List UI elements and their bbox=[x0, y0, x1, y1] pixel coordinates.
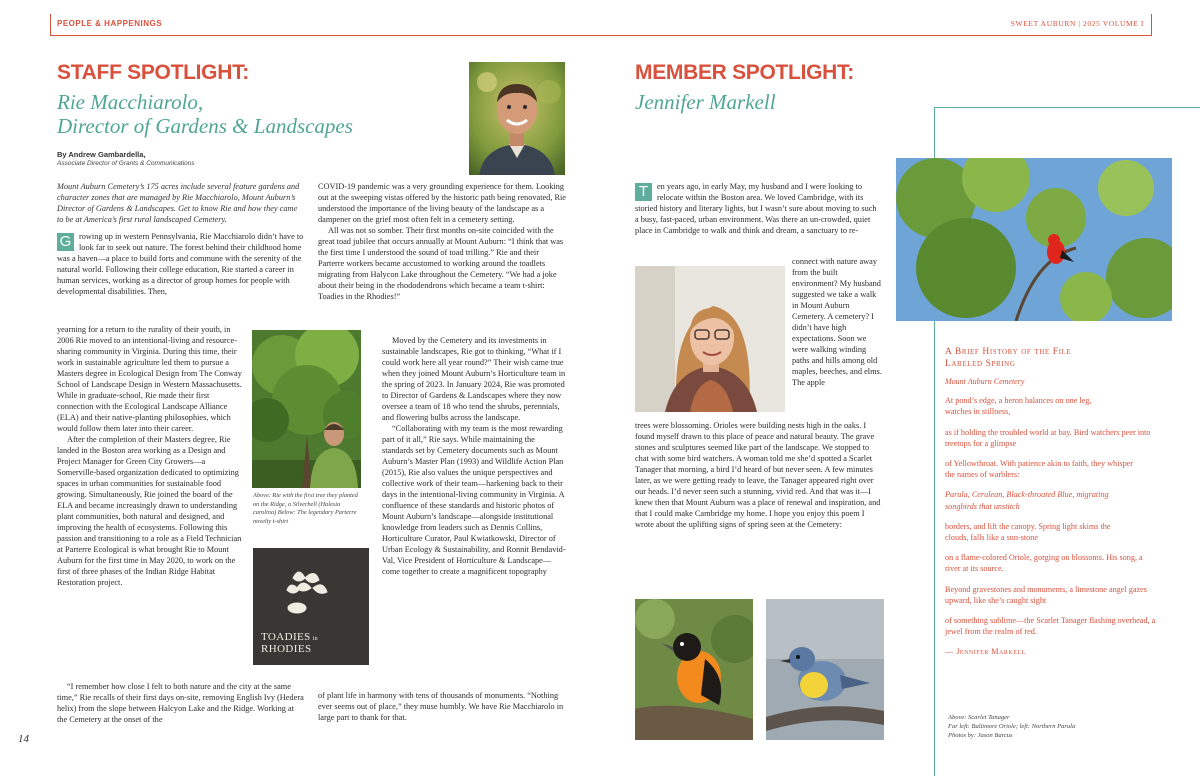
staff-paragraph: Moved by the Cemetery and its investments in sustainable landscapes, Rie got to thinking, “What if I could work here all year round?” Their wish came true when they joined Mount Auburn’s Horticulture team in the spring of 2023. In January 2024, Rie was promoted to Director of Gardens & Landscapes where they now oversee a team of 18 who tend the shrubs, perennials, and flowering bulbs across the landscape. bbox=[382, 336, 566, 422]
poem-stanza: Beyond gravestones and monuments, a limestone angel gazes upward, like she’s caught sight bbox=[945, 584, 1147, 605]
scarlet-tanager-photo bbox=[896, 158, 1172, 321]
staff-paragraph: of plant life in harmony with tens of thousands of monuments. “Nothing ever seems out of place,” they muse humbly. We have Rie Macchiarolo in large part to thank for that. bbox=[318, 691, 564, 722]
poem-title-line1: A Brief History of the File bbox=[945, 347, 1072, 357]
member-name: Jennifer Markell bbox=[635, 90, 776, 114]
staff-paragraph: G rowing up in western Pennsylvania, Rie Macchiarolo didn’t have to look far to seek out nature. The forest behind their childhood home was a haven—a place to build forts and commune with the serenity of the natural world. Following their college education, Rie started a career in human services, working as a director of group homes for people with developmental disabilities. Then, bbox=[57, 232, 304, 296]
staff-column-1-bottom bbox=[57, 681, 304, 725]
tshirt-photo bbox=[253, 548, 369, 665]
poem-stanza: on a flame-colored Oriole, gorging on blossoms. His song, a river at its source. bbox=[945, 553, 1143, 574]
member-text-narrow bbox=[792, 256, 884, 388]
dropcap-t: T bbox=[635, 183, 652, 201]
staff-name-line1: Rie Macchiarolo, bbox=[57, 90, 204, 114]
staff-kicker: STAFF SPOTLIGHT: bbox=[57, 61, 249, 84]
issue-label: SWEET AUBURN | 2025 VOLUME I bbox=[1010, 19, 1144, 28]
staff-column-2-bottom bbox=[318, 690, 566, 723]
staff-column-2 bbox=[318, 181, 566, 302]
poem-stanza: as if holding the troubled world at bay. Bird watchers peer into treetops for a glimpse bbox=[945, 427, 1151, 448]
staff-photo-caption: Above: Rie with the first tree they planted on the Ridge, a Silverbell (Halesia carolina) Below: The legendary Parterre novelty t-shirt bbox=[253, 492, 358, 525]
rie-portrait-photo bbox=[469, 62, 565, 175]
page-number: 14 bbox=[18, 733, 29, 745]
tshirt-text: TOADIES in RHODIES bbox=[261, 631, 319, 655]
staff-column-1-narrow bbox=[57, 324, 245, 588]
staff-column-2-narrow bbox=[382, 335, 566, 577]
staff-paragraph: “Collaborating with my team is the most rewarding part of it all,” Rie says. While maintaining the standards set by Cemetery documents such as Mount Auburn’s Master Plan (1993) and Wildlife Action Plan (2015), Rie also values the unique perspectives and collective work of their team—harkening back to their days in the intentional-living community in Virginia. A confluence of these standards and historic photos of Mount Auburn’s landscape—alongside institutional knowledge from leaders such as Dennis Collins, Horticulture Curator, Paul Kwiatkowski, Director of Urban Ecology & Sustainability, and Ronnit Bendavid-Val, Vice President of Horticulture & Landscape—come together to create a magnificent topography bbox=[382, 424, 566, 576]
member-paragraph: connect with nature away from the built environment? My husband suggested we take a walk in Mount Auburn Cemetery. A cemetery? I didn’t have high expectations. Soon we were walking winding paths and hills among old maples, beeches, and elms. The apple bbox=[792, 257, 882, 387]
poem-stanza: Parula, Cerulean, Black-throated Blue, migrating songbirds that unstitch bbox=[945, 490, 1109, 511]
poem-signature: — Jennifer Markell bbox=[945, 647, 1026, 657]
byline: By Andrew Gambardella, bbox=[57, 150, 146, 159]
member-text-top bbox=[635, 181, 877, 236]
staff-paragraph: yearning for a return to the rurality of their youth, in 2006 Rie moved to an intentional-living and resource-sharing community in Virginia. During this time, their work in sustainable agriculture led them to pursue a Masters degree in Ecological Design from The Conway School of Landscape Design in Western Massachusetts. While in graduate-school, Rie made their first connection with the Ecological Landscape Alliance (ELA) and their native-planting philosophies, which would follow them later into their career. bbox=[57, 325, 242, 433]
jennifer-portrait-photo bbox=[635, 266, 785, 412]
photo-credits-caption: Above: Scarlet Tanager Far left: Baltimore Oriole; left: Northern Parula Photos by: Jason Barcus bbox=[948, 714, 1076, 739]
baltimore-oriole-photo bbox=[635, 599, 753, 740]
byline-role: Associate Director of Grants & Communications bbox=[57, 160, 195, 167]
member-paragraph: T en years ago, in early May, my husband and I were looking to relocate within the Boston area. We loved Cambridge, with its storied history and literary lights, but I wasn’t sure about moving to such a busy, fast-paced, urban environment. Was there an un-crowded, quiet place in Cambridge to walk and think and dream, a sanctuary to re- bbox=[635, 182, 877, 235]
staff-column-1 bbox=[57, 181, 304, 297]
poem-box-top-rule bbox=[934, 107, 1200, 108]
header-rule bbox=[50, 14, 1152, 36]
member-text-bottom bbox=[635, 420, 885, 530]
dropcap-g: G bbox=[57, 233, 74, 251]
staff-paragraph: “I remember how close I felt to both nature and the city at the same time,” Rie recalls of their first days on-site, removing English Ivy (Hedera helix) from the slope between Halcyon Lake and the Ridge. Working at the Cemetery at the onset of the bbox=[57, 682, 304, 724]
poem-title-line2: Labeled Spring bbox=[945, 359, 1016, 369]
staff-intro: Mount Auburn Cemetery’s 175 acres include several feature gardens and character zones that are managed by Rie Macchiarolo, Mount Auburn’s Director of Gardens & Landscapes. Get to know Rie and how they came to be at America’s first rural landscaped Cemetery. bbox=[57, 182, 300, 224]
staff-paragraph: COVID-19 pandemic was a very grounding experience for them. Looking out at the sweeping vistas offered by the historic path being renovated, Rie understood the importance of the living beauty of the landscape as a dampener on the grief most often felt in a cemetery setting. bbox=[318, 182, 566, 224]
staff-paragraph: All was not so somber. Their first months on-site coincided with the great toad jubilee that occurs annually at Mount Auburn: “I think that was the first time I understood the sound of toad trilling.” Rie and their Parterre workers became accustomed to working around the toadlets migrating from Halycon Lake throughout the Cemetery. “We had a joke about their being in the rhododendrons which became a team t-shirt: Toadies in the Rhodies!” bbox=[318, 226, 564, 301]
member-paragraph: trees were blossoming. Orioles were building nests high in the oaks. I found myself drawn to this place of peace and natural beauty. The grave stones and sculptures seemed like part of the landscape. We stopped to chat with some bird watchers. A woman told me she’d spotted a Scarlet Tanager that morning, a bird I’d heard of but never seen. A few minutes later, as we were getting ready to leave, the Tanager appeared right over our heads. I’d never seen such a stunning, vivid red. And that was it—I knew then that Mount Auburn was a place of renewal and inspiration, and that I could make Cambridge my home. I hope you enjoy this poem I wrote about the uplifting signs of spring seen at the Cemetery: bbox=[635, 421, 881, 529]
poem-stanza: of Yellowthroat. With patience akin to faith, they whisper the names of warblers: bbox=[945, 459, 1134, 480]
poem-stanza: of something sublime—the Scarlet Tanager flashing overhead, a jewel from the realm of red. bbox=[945, 616, 1156, 637]
staff-paragraph: After the completion of their Masters degree, Rie landed in the Boston area working as a Design and Project Manager for Green City Growers—a Somerville-based organization dedicated to optimizing spaces in urban communities for sustainable food growing. Simultaneously, Rie joined the board of the ELA and became increasingly drawn to understanding plant communities, both natural and designed, and improving the health of ecosystems. Following this passion and transitioning to a role as a Field Technician at Parterre Ecological is what brought Rie to Mount Auburn for the first time in May 2020, to work on the first of three phases of the Indian Ridge Habitat Restoration project. bbox=[57, 435, 242, 587]
staff-name-line2: Director of Gardens & Landscapes bbox=[57, 114, 353, 138]
poem bbox=[945, 346, 1170, 658]
member-kicker: MEMBER SPOTLIGHT: bbox=[635, 61, 854, 84]
northern-parula-photo bbox=[766, 599, 884, 740]
poem-subtitle: Mount Auburn Cemetery bbox=[945, 377, 1025, 386]
section-label: PEOPLE & HAPPENINGS bbox=[57, 19, 163, 28]
rie-tree-photo bbox=[252, 330, 361, 488]
poem-stanza: borders, and lift the canopy. Spring light skims the clouds, falls like a sun-stone bbox=[945, 521, 1111, 543]
poem-stanza: At pond’s edge, a heron balances on one leg, watches in stillness, bbox=[945, 396, 1092, 417]
